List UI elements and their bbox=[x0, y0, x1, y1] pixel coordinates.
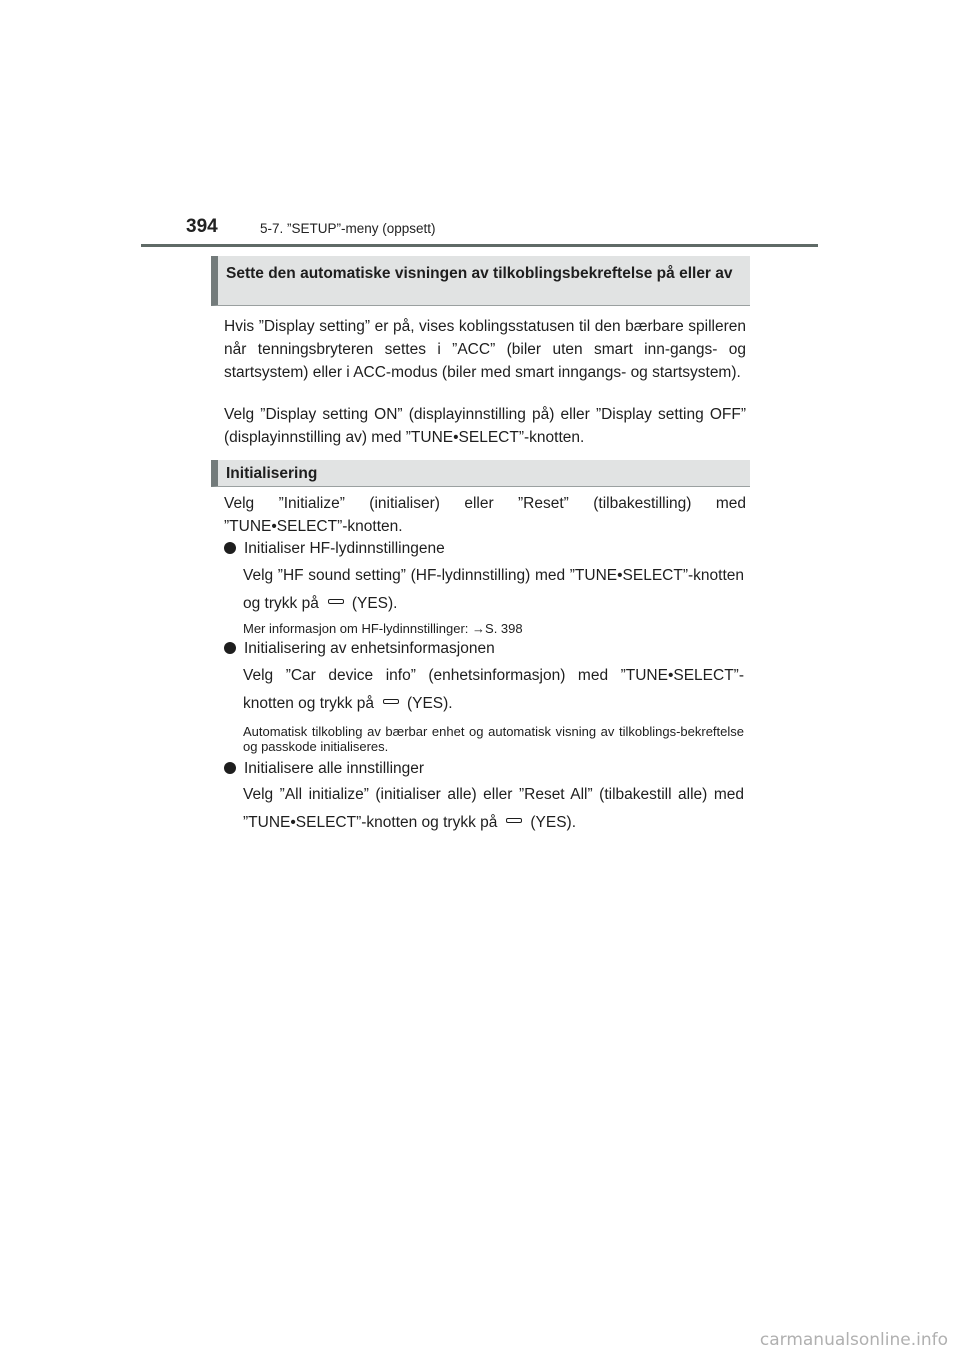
bullet-item-all-settings bbox=[224, 757, 746, 780]
section-heading-initialization: Initialisering bbox=[211, 460, 750, 487]
display-setting-description: Hvis ”Display setting” er på, vises koblingsstatusen til den bærbare spilleren når tenningsbryteren settes i ”ACC” (biler uten smart inn-gangs- og startsystem) eller i ACC-modus (biler med smart inngangs- og startsystem). bbox=[224, 318, 746, 381]
item-body-text: Velg ”HF sound setting” (HF-lydinnstilling) med ”TUNE•SELECT”-knotten og trykk på bbox=[243, 567, 744, 612]
initialization-intro: Velg ”Initialize” (initialiser) eller ”Reset” (tilbakestilling) med ”TUNE•SELECT”-knotten. bbox=[224, 495, 746, 535]
arrow-right-icon: → bbox=[472, 621, 486, 636]
bullet-icon bbox=[224, 542, 236, 554]
item-body-text: Velg ”Car device info” (enhetsinformasjon) med ”TUNE•SELECT”-knotten og trykk på bbox=[243, 667, 744, 712]
bullet-item-hf-sound bbox=[224, 537, 746, 560]
bullet-title: Initialisering av enhetsinformasjonen bbox=[244, 640, 495, 657]
button-icon bbox=[506, 818, 522, 823]
section-heading-display-setting: Sette den automatiske visningen av tilkoblingsbekreftelse på eller av bbox=[211, 256, 750, 306]
page-number: 394 bbox=[186, 216, 218, 237]
item-body-device-info bbox=[243, 662, 744, 718]
header-rule bbox=[141, 244, 818, 247]
item-body-all-settings bbox=[243, 781, 744, 837]
display-setting-instruction: Velg ”Display setting ON” (displayinnstilling på) eller ”Display setting OFF” (displayinnstilling av) med ”TUNE•SELECT”-knotten. bbox=[224, 406, 746, 446]
item-body-suffix: (YES). bbox=[351, 595, 398, 612]
item-body-hf-sound bbox=[243, 562, 744, 618]
button-icon bbox=[328, 599, 344, 604]
page-reference-link[interactable]: S. 398 bbox=[485, 621, 523, 636]
item-body-text: Velg ”All initialize” (initialiser alle) eller ”Reset All” (tilbakestill alle) med ”TUNE•SELECT”-knotten og trykk på bbox=[243, 786, 744, 831]
bullet-icon bbox=[224, 642, 236, 654]
item-body-suffix: (YES). bbox=[530, 814, 577, 831]
watermark: carmanualsonline.info bbox=[759, 1330, 948, 1350]
note-hf-sound bbox=[243, 621, 744, 636]
bullet-item-device-info bbox=[224, 637, 746, 660]
bullet-title: Initialisere alle innstillinger bbox=[244, 760, 425, 777]
note-device-info: Automatisk tilkobling av bærbar enhet og automatisk visning av tilkoblings-bekreftelse og passkode initialiseres. bbox=[243, 724, 744, 754]
chapter-title: 5-7. ”SETUP”-meny (oppsett) bbox=[260, 221, 436, 236]
note-text: Mer informasjon om HF-lydinnstillinger: bbox=[243, 621, 469, 636]
bullet-title: Initialiser HF-lydinnstillingene bbox=[244, 540, 445, 557]
page-header bbox=[186, 216, 826, 246]
item-body-suffix: (YES). bbox=[406, 695, 453, 712]
bullet-icon bbox=[224, 762, 236, 774]
button-icon bbox=[383, 699, 399, 704]
